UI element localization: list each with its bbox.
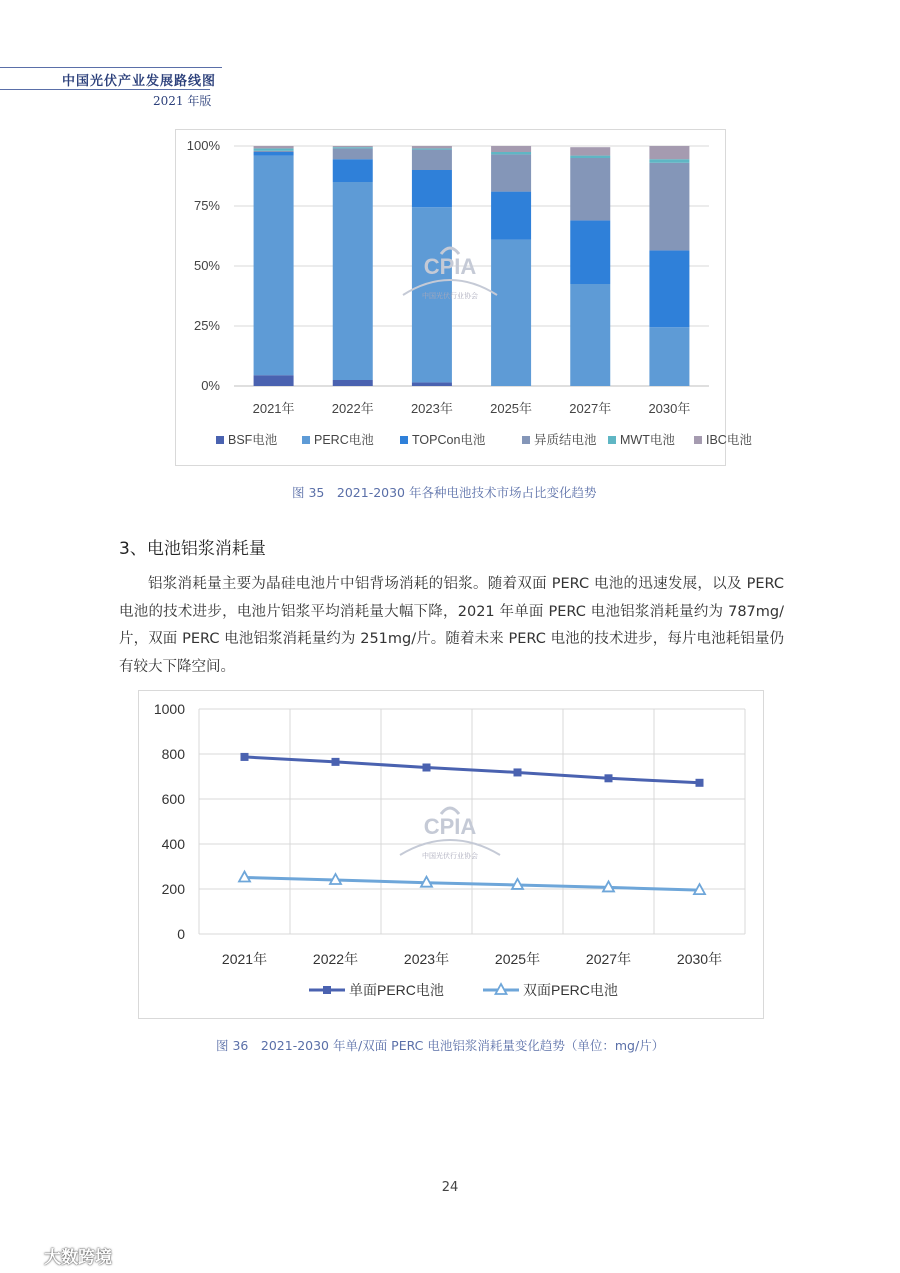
- bar-segment: [412, 382, 452, 386]
- bar-segment: [254, 375, 294, 386]
- y-tick-label: 600: [161, 791, 185, 807]
- legend-swatch: [400, 436, 408, 444]
- data-point-marker: [423, 764, 431, 772]
- bar-segment: [570, 220, 610, 284]
- legend-swatch: [608, 436, 616, 444]
- y-tick-label: 25%: [193, 318, 220, 333]
- bar-segment: [570, 156, 610, 158]
- bar-segment: [412, 170, 452, 207]
- legend-label: IBC电池: [706, 433, 752, 447]
- header-rule-mid: [0, 89, 210, 90]
- bar-segment: [570, 284, 610, 386]
- y-tick-label: 200: [161, 881, 185, 897]
- y-tick-label: 0: [177, 926, 185, 942]
- x-tick-label: 2025年: [490, 401, 533, 416]
- bar-segment: [333, 159, 373, 182]
- legend-swatch: [522, 436, 530, 444]
- y-tick-label: 100%: [186, 138, 220, 153]
- cpia-logo-text-2: CPIA: [423, 814, 477, 839]
- legend-swatch: [302, 436, 310, 444]
- legend-label: PERC电池: [314, 433, 374, 447]
- bar-segment: [491, 146, 531, 152]
- header-rule-top: [0, 67, 222, 68]
- bar-segment: [333, 146, 373, 147]
- x-tick-label: 2030年: [676, 951, 723, 967]
- legend-label: TOPCon电池: [412, 433, 486, 447]
- bar-segment: [412, 146, 452, 148]
- legend-swatch: [694, 436, 702, 444]
- bar-segment: [254, 151, 294, 152]
- page-number: 24: [441, 1180, 459, 1195]
- x-tick-label: 2021年: [221, 951, 268, 967]
- section-paragraph: 铝浆消耗量主要为晶硅电池片中铝背场消耗的铝浆。随着双面 PERC 电池的迅速发展，以及 PERC 电池的技术进步，电池片铝浆平均消耗量大幅下降，2021 年单面 PERC 电池铝浆消耗量约为 787mg/片，双面 PERC 电池铝浆消耗量约为 251mg/片。随着未来 PERC 电池的技术进步，每片电池耗铝量仍有较大下降空间。: [119, 576, 784, 675]
- cpia-watermark-logo: [395, 240, 505, 309]
- x-tick-label: 2025年: [494, 951, 541, 967]
- bar-segment: [570, 158, 610, 220]
- bar-segment: [254, 148, 294, 150]
- legend-label: 异质结电池: [534, 433, 597, 447]
- x-tick-label: 2027年: [585, 951, 632, 967]
- section-heading: 3、电池铝浆消耗量: [119, 539, 266, 559]
- data-point-marker: [332, 758, 340, 766]
- bar-segment: [333, 380, 373, 386]
- bar-segment: [254, 146, 294, 148]
- y-tick-label: 50%: [193, 258, 220, 273]
- bar-segment: [570, 147, 610, 155]
- cpia-logo-subtext: 中国光伏行业协会: [422, 293, 478, 300]
- data-point-marker: [514, 768, 522, 776]
- x-tick-label: 2022年: [312, 951, 359, 967]
- bar-segment: [412, 150, 452, 170]
- x-tick-label: 2022年: [331, 401, 374, 416]
- data-point-marker: [605, 774, 613, 782]
- cpia-logo-subtext-2: 中国光伏行业协会: [422, 853, 478, 860]
- legend-label: BSF电池: [228, 433, 278, 447]
- bar-segment: [649, 146, 689, 159]
- legend-label: 单面PERC电池: [349, 982, 444, 998]
- bar-segment: [649, 327, 689, 386]
- cpia-watermark-logo-2: [392, 800, 507, 869]
- figure-35-caption: 图 35 2021-2030 年各种电池技术市场占比变化趋势: [292, 485, 597, 500]
- x-tick-label: 2030年: [648, 401, 691, 416]
- bar-segment: [491, 154, 531, 191]
- legend-swatch: [216, 436, 224, 444]
- bar-segment: [491, 192, 531, 240]
- bar-segment: [412, 148, 452, 149]
- bar-segment: [649, 163, 689, 251]
- x-tick-label: 2023年: [410, 401, 453, 416]
- y-tick-label: 0%: [201, 378, 220, 393]
- y-tick-label: 1000: [153, 701, 185, 717]
- y-tick-label: 75%: [193, 198, 220, 213]
- footer-watermark: 大数跨境: [44, 1248, 112, 1268]
- bar-segment: [333, 147, 373, 148]
- bar-segment: [254, 156, 294, 376]
- y-tick-label: 400: [161, 836, 185, 852]
- x-tick-label: 2023年: [403, 951, 450, 967]
- data-point-marker: [696, 779, 704, 787]
- legend-marker: [323, 986, 331, 994]
- x-tick-label: 2021年: [252, 401, 295, 416]
- data-point-marker: [241, 753, 249, 761]
- legend-label: 双面PERC电池: [523, 982, 618, 998]
- report-title: 中国光伏产业发展路线图: [62, 74, 217, 89]
- bar-segment: [333, 148, 373, 159]
- bar-segment: [649, 250, 689, 327]
- y-tick-label: 800: [161, 746, 185, 762]
- bar-segment: [333, 182, 373, 380]
- bar-segment: [254, 152, 294, 156]
- bar-segment: [491, 152, 531, 154]
- legend-label: MWT电池: [620, 433, 675, 447]
- figure-36-caption: 图 36 2021-2030 年单/双面 PERC 电池铝浆消耗量变化趋势（单位：mg/片）: [216, 1038, 665, 1053]
- watermark-logo-icon: [6, 1242, 42, 1264]
- x-tick-label: 2027年: [569, 401, 612, 416]
- cpia-logo-text: CPIA: [423, 254, 477, 279]
- bar-segment: [649, 159, 689, 163]
- report-edition: 2021 年版: [153, 94, 212, 108]
